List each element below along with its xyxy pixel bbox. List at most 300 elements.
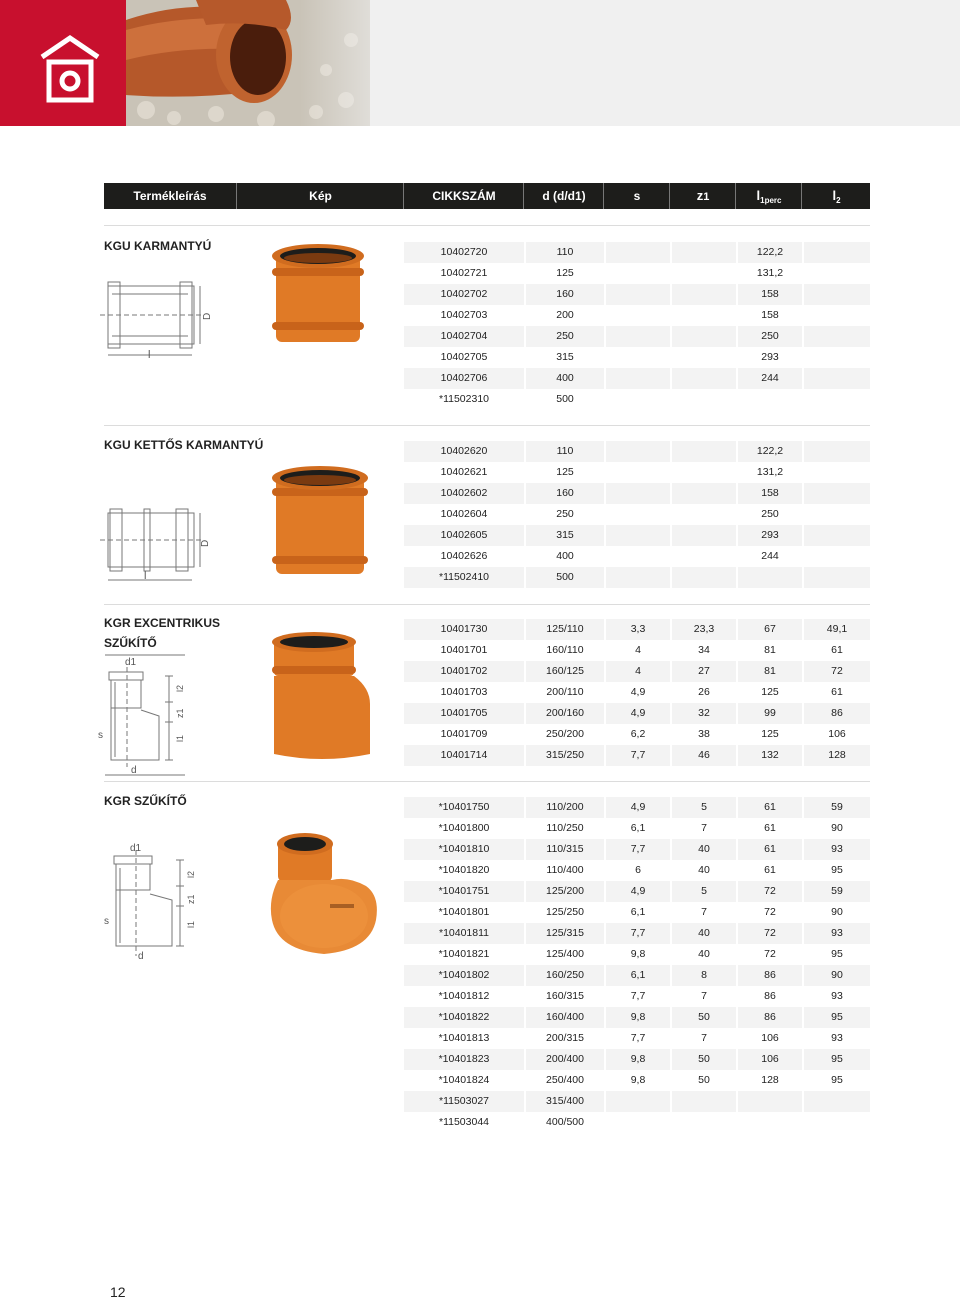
column-divider (524, 284, 526, 305)
table-row (404, 682, 870, 703)
cell-z1-value: 40 (672, 923, 736, 944)
column-divider (604, 567, 606, 588)
column-divider (604, 661, 606, 682)
cell-l2-value: 90 (804, 965, 870, 986)
cell-product-code: *10401750 (404, 797, 524, 818)
table-row (404, 389, 870, 410)
column-divider (604, 881, 606, 902)
column-divider (524, 881, 526, 902)
cell-l2-value: 86 (804, 703, 870, 724)
cell-z1-value: 27 (672, 661, 736, 682)
column-divider (524, 839, 526, 860)
header-z1: z1 (669, 183, 736, 209)
table-row (404, 326, 870, 347)
cell-diameter: 250 (556, 508, 574, 520)
cell-z1-value: 7 (701, 822, 707, 834)
cell-l1-value (738, 1091, 802, 1112)
section-separator (104, 425, 870, 426)
cell-diameter: 160/110 (546, 644, 584, 656)
cell-l2-value (804, 263, 870, 284)
column-divider (670, 284, 672, 305)
column-divider (604, 619, 606, 640)
column-divider (802, 305, 804, 326)
cell-z1-value: 7 (701, 1032, 707, 1044)
table-row (404, 860, 870, 881)
cell-l2-value (804, 305, 870, 326)
cell-product-code: 10401714 (404, 745, 524, 766)
column-divider (604, 818, 606, 839)
table-row (404, 745, 870, 766)
cell-product-code: 10402721 (440, 267, 488, 279)
column-divider (524, 483, 526, 504)
cell-diameter: 400 (526, 368, 604, 389)
column-divider (736, 1028, 738, 1049)
cell-product-code: 10401730 (404, 619, 524, 640)
cell-z1-value (672, 347, 736, 368)
column-divider (670, 818, 672, 839)
column-divider (802, 1007, 804, 1028)
table-row (404, 902, 870, 923)
column-divider (802, 965, 804, 986)
cell-product-code: *10401801 (438, 906, 490, 918)
cell-z1-value: 50 (672, 1007, 736, 1028)
table-row (404, 483, 870, 504)
column-divider (604, 263, 606, 284)
column-divider (670, 839, 672, 860)
column-divider (736, 797, 738, 818)
table-row (404, 839, 870, 860)
column-divider (670, 682, 672, 703)
cell-z1-value (672, 1091, 736, 1112)
column-divider (604, 1049, 606, 1070)
cell-wall-thickness (606, 305, 670, 326)
cell-wall-thickness: 9,8 (606, 1049, 670, 1070)
column-divider (736, 504, 738, 525)
column-divider (604, 305, 606, 326)
cell-z1-value: 40 (672, 839, 736, 860)
cell-wall-thickness: 9,8 (630, 1074, 646, 1086)
cell-wall-thickness: 6,1 (630, 822, 646, 834)
cell-z1-value (672, 284, 736, 305)
column-divider (802, 944, 804, 965)
cell-l2-value (804, 368, 870, 389)
cell-z1-value (672, 389, 736, 410)
column-divider (736, 619, 738, 640)
cell-l2-value: 59 (804, 797, 870, 818)
column-divider (604, 944, 606, 965)
cell-product-code: 10402604 (440, 508, 488, 520)
column-divider (604, 1112, 606, 1133)
column-divider (670, 326, 672, 347)
header-s: s (603, 183, 670, 209)
cell-l2-value: 93 (804, 923, 870, 944)
cell-l2-value: 95 (831, 864, 843, 876)
column-divider (736, 965, 738, 986)
cell-z1-value: 7 (701, 990, 707, 1002)
cell-l1-value: 67 (738, 619, 802, 640)
column-divider (524, 703, 526, 724)
column-divider (736, 525, 738, 546)
cell-l2-value (804, 504, 870, 525)
column-divider (524, 546, 526, 567)
header-l1: $l_{1perc}$ (735, 183, 802, 209)
cell-l2-value: 95 (831, 1074, 843, 1086)
cell-l1-value: 106 (738, 1049, 802, 1070)
cell-z1-value (672, 1112, 736, 1133)
header-diameter: d (d/d1) (523, 183, 604, 209)
column-divider (736, 242, 738, 263)
svg-text:d: d (138, 951, 144, 962)
cell-l2-value (804, 483, 870, 504)
cell-wall-thickness (606, 368, 670, 389)
cell-product-code: *10401802 (404, 965, 524, 986)
table-row (404, 1007, 870, 1028)
column-divider (524, 347, 526, 368)
column-divider (802, 326, 804, 347)
cell-l2-value: 128 (804, 745, 870, 766)
table-row (404, 284, 870, 305)
column-divider (736, 661, 738, 682)
column-divider (524, 1028, 526, 1049)
column-divider (736, 682, 738, 703)
cell-l2-value (804, 462, 870, 483)
cell-product-code: 10402704 (404, 326, 524, 347)
cell-l2-value: 93 (831, 990, 843, 1002)
cell-diameter: 315/250 (526, 745, 604, 766)
column-divider (802, 1091, 804, 1112)
column-divider (802, 1028, 804, 1049)
svg-text:l1: l1 (186, 920, 196, 928)
cell-product-code: *10401810 (404, 839, 524, 860)
column-divider (524, 567, 526, 588)
svg-text:l2: l2 (186, 870, 196, 878)
kgu-coupler-drawing (100, 280, 220, 360)
column-divider (604, 1028, 606, 1049)
cell-l1-value: 86 (764, 990, 776, 1002)
cell-l1-value: 125 (761, 728, 779, 740)
column-divider (670, 347, 672, 368)
column-divider (604, 347, 606, 368)
column-divider (736, 1091, 738, 1112)
column-divider (670, 724, 672, 745)
cell-diameter: 250 (526, 326, 604, 347)
column-divider (736, 1070, 738, 1091)
cell-product-code: *10401824 (438, 1074, 490, 1086)
cell-wall-thickness: 4,9 (606, 703, 670, 724)
cell-diameter: 125/315 (526, 923, 604, 944)
column-divider (736, 944, 738, 965)
cell-wall-thickness (606, 525, 670, 546)
cell-l2-value (804, 1112, 870, 1133)
cell-wall-thickness: 3,3 (606, 619, 670, 640)
column-divider (802, 483, 804, 504)
table-row (404, 797, 870, 818)
column-divider (524, 944, 526, 965)
column-divider (604, 483, 606, 504)
cell-product-code: *10401820 (438, 864, 490, 876)
cell-product-code: *10401811 (404, 923, 524, 944)
column-divider (524, 619, 526, 640)
table-row (404, 525, 870, 546)
cell-product-code: *11502410 (404, 567, 524, 588)
cell-l1-value: 72 (738, 923, 802, 944)
column-divider (736, 441, 738, 462)
cell-diameter: 110/250 (546, 822, 584, 834)
cell-l1-value: 158 (738, 284, 802, 305)
cell-diameter: 250/400 (546, 1074, 584, 1086)
cell-l1-value: 72 (738, 881, 802, 902)
cell-wall-thickness (606, 483, 670, 504)
kgr-eccentric-reducer-photo (268, 630, 374, 762)
cell-l2-value: 95 (804, 1049, 870, 1070)
column-divider (736, 1049, 738, 1070)
table-row (404, 1049, 870, 1070)
column-divider (802, 818, 804, 839)
cell-diameter: 125/200 (526, 881, 604, 902)
cell-l1-value: 86 (738, 965, 802, 986)
cell-l2-value (804, 567, 870, 588)
cell-l2-value (804, 441, 870, 462)
column-divider (802, 682, 804, 703)
column-divider (604, 724, 606, 745)
cell-diameter: 200 (556, 309, 574, 321)
column-divider (604, 1091, 606, 1112)
cell-l2-value: 93 (804, 839, 870, 860)
cell-diameter: 125/110 (526, 619, 604, 640)
svg-text:D: D (200, 539, 211, 547)
cell-l1-value: 122,2 (738, 242, 802, 263)
column-divider (604, 860, 606, 881)
column-divider (670, 1049, 672, 1070)
column-divider (524, 860, 526, 881)
column-divider (670, 242, 672, 263)
cell-diameter: 110/400 (546, 864, 584, 876)
section-title-kgr-eccentric-reducer-line2: SZŰKÍTŐ (104, 636, 157, 650)
cell-l2-value: 59 (804, 881, 870, 902)
cell-l2-value: 90 (831, 906, 843, 918)
column-divider (524, 640, 526, 661)
cell-product-code: 10401709 (440, 728, 488, 740)
cell-l2-value: 61 (831, 686, 843, 698)
column-divider (670, 881, 672, 902)
column-divider (736, 745, 738, 766)
cell-product-code: *10401751 (404, 881, 524, 902)
cell-l1-value: 86 (738, 1007, 802, 1028)
cell-z1-value: 46 (672, 745, 736, 766)
column-divider (524, 504, 526, 525)
column-divider (604, 284, 606, 305)
column-divider (736, 881, 738, 902)
header-description: Termékleírás (133, 189, 207, 203)
cell-l1-value: 99 (738, 703, 802, 724)
cell-z1-value (672, 525, 736, 546)
cell-wall-thickness: 7,7 (606, 839, 670, 860)
cell-diameter: 160/250 (526, 965, 604, 986)
cell-wall-thickness: 4,9 (606, 881, 670, 902)
cell-l1-value: 132 (738, 745, 802, 766)
cell-diameter: 125/400 (546, 948, 584, 960)
column-divider (670, 389, 672, 410)
column-divider (736, 724, 738, 745)
section-separator (104, 604, 870, 605)
table-row (404, 567, 870, 588)
column-divider (524, 389, 526, 410)
page-number: 12 (110, 1284, 126, 1300)
column-divider (736, 389, 738, 410)
column-divider (736, 640, 738, 661)
cell-wall-thickness (606, 567, 670, 588)
cell-diameter: 200/160 (526, 703, 604, 724)
cell-l2-value: 93 (831, 1032, 843, 1044)
column-divider (670, 1112, 672, 1133)
column-divider (736, 368, 738, 389)
cell-wall-thickness (606, 1091, 670, 1112)
section-title-kgu-double-coupler: KGU KETTŐS KARMANTYÚ (104, 438, 264, 452)
column-divider (524, 745, 526, 766)
cell-diameter: 160 (526, 284, 604, 305)
cell-diameter: 110/315 (526, 839, 604, 860)
cell-product-code: 10401705 (404, 703, 524, 724)
column-divider (802, 263, 804, 284)
svg-text:l1: l1 (175, 734, 185, 742)
cell-diameter: 125 (556, 466, 574, 478)
cell-l1-value: 61 (738, 839, 802, 860)
cell-l1-value (738, 567, 802, 588)
cell-product-code: 10402702 (404, 284, 524, 305)
column-divider (802, 923, 804, 944)
cell-diameter: 160/400 (526, 1007, 604, 1028)
svg-text:s: s (104, 916, 109, 927)
cell-wall-thickness (606, 504, 670, 525)
column-divider (670, 525, 672, 546)
cell-l2-value: 49,1 (804, 619, 870, 640)
table-row (404, 263, 870, 284)
svg-text:D: D (202, 312, 213, 320)
column-divider (802, 462, 804, 483)
column-divider (604, 525, 606, 546)
column-divider (670, 1028, 672, 1049)
cell-diameter: 315/400 (526, 1091, 604, 1112)
column-divider (524, 368, 526, 389)
cell-product-code: 10402720 (404, 242, 524, 263)
cell-diameter: 500 (556, 393, 574, 405)
cell-l1-value: 158 (761, 309, 779, 321)
header-banner (0, 0, 960, 126)
column-divider (604, 242, 606, 263)
cell-l1-value: 158 (738, 483, 802, 504)
cell-l2-value: 90 (831, 822, 843, 834)
cell-product-code: 10402705 (440, 351, 488, 363)
cell-z1-value (672, 326, 736, 347)
column-divider (802, 640, 804, 661)
cell-diameter: 315 (556, 351, 574, 363)
kgu-double-coupler-photo (268, 460, 372, 580)
kgu-coupler-photo (268, 238, 368, 348)
cell-z1-value (672, 368, 736, 389)
column-divider (604, 462, 606, 483)
cell-z1-value (672, 441, 736, 462)
column-divider (736, 818, 738, 839)
column-divider (670, 504, 672, 525)
kgr-reducer-photo (268, 830, 380, 956)
cell-diameter: 315 (526, 525, 604, 546)
cell-diameter: 125/250 (546, 906, 584, 918)
column-divider (802, 902, 804, 923)
cell-wall-thickness: 6,1 (606, 965, 670, 986)
column-divider (524, 1112, 526, 1133)
column-divider (670, 703, 672, 724)
column-divider (670, 923, 672, 944)
column-divider (736, 284, 738, 305)
column-divider (524, 1049, 526, 1070)
column-divider (604, 326, 606, 347)
table-row (404, 965, 870, 986)
column-divider (604, 504, 606, 525)
cell-diameter: 125 (556, 267, 574, 279)
cell-l2-value: 106 (828, 728, 846, 740)
header-l2: $l_2$ (801, 183, 871, 209)
cell-diameter: 160/125 (526, 661, 604, 682)
cell-l2-value (804, 546, 870, 567)
cell-z1-value: 5 (672, 881, 736, 902)
cell-diameter: 400/500 (546, 1116, 584, 1128)
cell-product-code: *11503044 (438, 1116, 490, 1128)
cell-l1-value: 293 (738, 525, 802, 546)
cell-l1-value: 72 (764, 906, 776, 918)
column-divider (670, 797, 672, 818)
cell-z1-value: 23,3 (672, 619, 736, 640)
cell-diameter: 200/400 (526, 1049, 604, 1070)
column-divider (670, 1091, 672, 1112)
column-divider (802, 284, 804, 305)
cell-z1-value (672, 483, 736, 504)
table-row (404, 347, 870, 368)
table-row (404, 242, 870, 263)
cell-product-code: *11502310 (438, 393, 490, 405)
cell-diameter: 400 (556, 550, 574, 562)
table-row (404, 504, 870, 525)
column-divider (670, 902, 672, 923)
cell-l2-value (804, 284, 870, 305)
cell-l2-value (804, 1091, 870, 1112)
column-divider (524, 1007, 526, 1028)
cell-wall-thickness: 7,7 (630, 990, 646, 1002)
column-divider (670, 965, 672, 986)
column-divider (802, 619, 804, 640)
column-divider (802, 1070, 804, 1091)
column-divider (802, 661, 804, 682)
svg-text:d1: d1 (130, 843, 142, 854)
cell-diameter: 500 (526, 567, 604, 588)
column-divider (736, 1112, 738, 1133)
column-divider (736, 263, 738, 284)
cell-z1-value: 50 (672, 1049, 736, 1070)
cell-wall-thickness: 4,9 (630, 686, 646, 698)
table-row (404, 441, 870, 462)
cell-z1-value: 32 (672, 703, 736, 724)
cell-wall-thickness: 4,9 (606, 797, 670, 818)
column-divider (802, 242, 804, 263)
cell-diameter: 160/315 (546, 990, 584, 1002)
table-row (404, 724, 870, 745)
cell-l1-value: 61 (764, 822, 776, 834)
cell-product-code: 10401703 (440, 686, 488, 698)
cell-z1-value: 50 (698, 1074, 710, 1086)
cell-z1-value: 38 (698, 728, 710, 740)
cell-wall-thickness (606, 347, 670, 368)
table-row (404, 986, 870, 1007)
column-divider (802, 703, 804, 724)
